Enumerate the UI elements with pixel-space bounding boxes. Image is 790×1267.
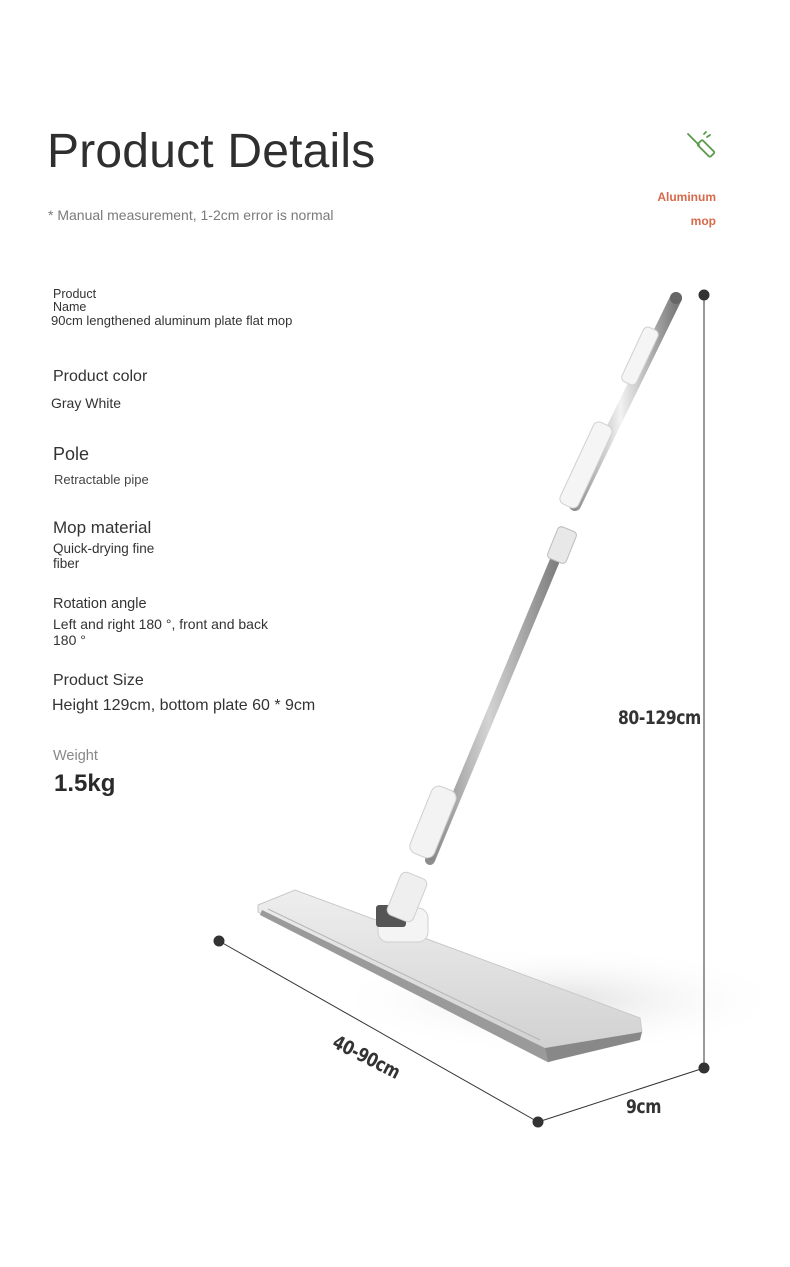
brand-line-1: Aluminum bbox=[657, 190, 716, 204]
spec-pole-value: Retractable pipe bbox=[54, 472, 149, 487]
mop-pole bbox=[407, 292, 682, 860]
length-dimension-label: 40-90cm bbox=[329, 1031, 404, 1084]
spec-name-value: 90cm lengthened aluminum plate flat mop bbox=[51, 313, 293, 328]
brand-line-2: mop bbox=[690, 214, 716, 228]
spec-material-label: Mop material bbox=[53, 518, 152, 537]
spec-material-value: Quick-drying fine fiber bbox=[53, 541, 155, 571]
spec-rotation-label: Rotation angle bbox=[53, 596, 147, 612]
spec-weight-value: 1.5kg bbox=[54, 770, 116, 797]
spec-weight-label: Weight bbox=[53, 748, 98, 764]
measurement-note: * Manual measurement, 1-2cm error is normal bbox=[48, 207, 334, 223]
height-dimension-label: 80-129cm bbox=[618, 707, 701, 729]
page-title: Product Details bbox=[47, 125, 376, 178]
width-dimension-label: 9cm bbox=[626, 1096, 662, 1118]
spec-rotation-value: Left and right 180 °, front and back 180 ° bbox=[53, 616, 268, 648]
spec-name-label: Product Name bbox=[53, 287, 97, 314]
spec-color-value: Gray White bbox=[51, 395, 122, 411]
spec-color-label: Product color bbox=[53, 368, 148, 385]
spec-size-value: Height 129cm, bottom plate 60 * 9cm bbox=[52, 697, 316, 714]
spec-pole-label: Pole bbox=[53, 444, 90, 464]
spec-size-label: Product Size bbox=[53, 672, 144, 689]
mop-joint bbox=[376, 870, 429, 942]
